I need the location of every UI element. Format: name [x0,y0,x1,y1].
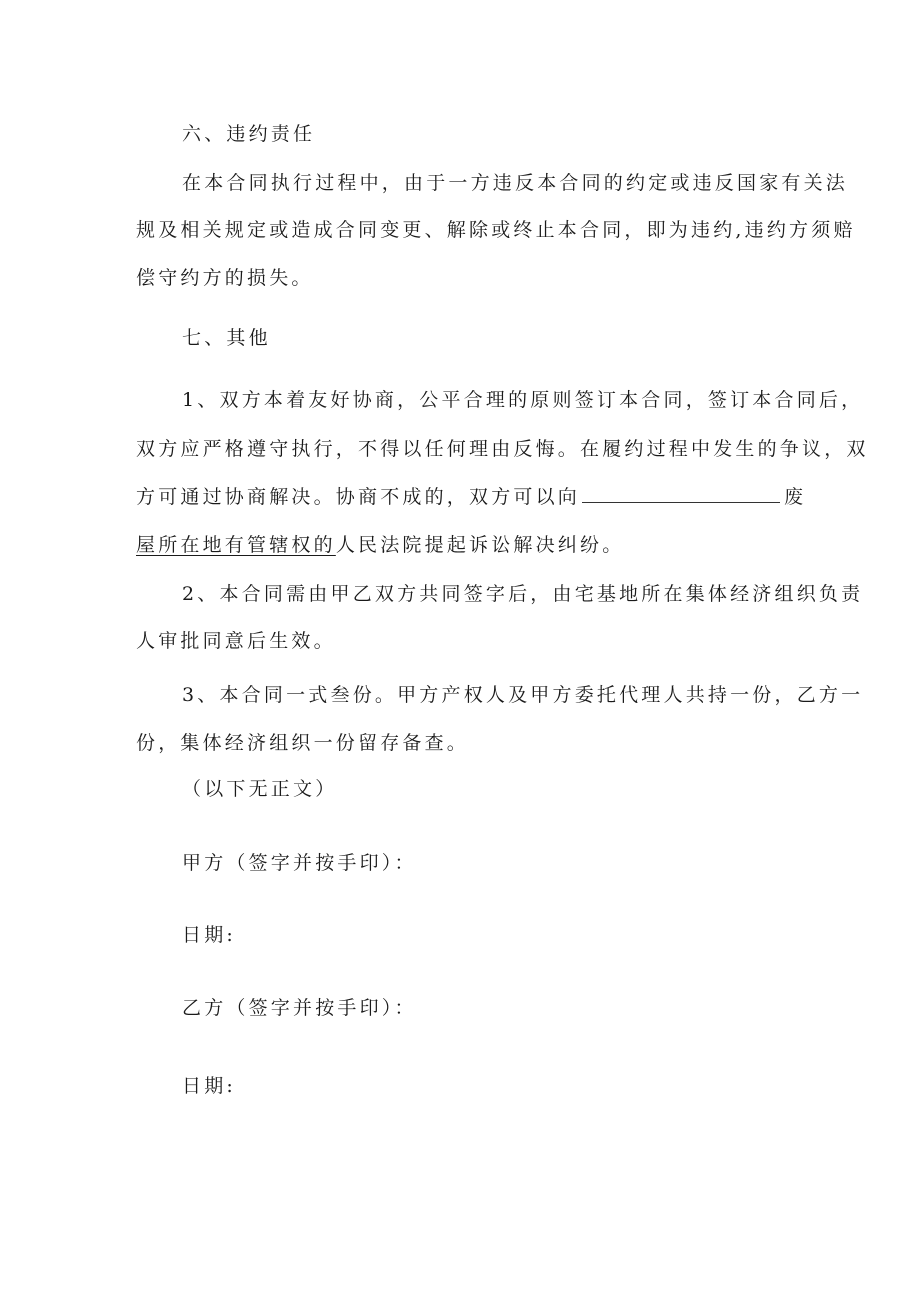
section-6-para-line-1: 在本合同执行过程中，由于一方违反本合同的约定或违反国家有关法 [182,172,849,194]
item-1-line-4-underlined: 屋所在地有管辖权的 [136,534,336,556]
item-3-line-1: 3、本合同一式叁份。甲方产权人及甲方委托代理人共持一份，乙方一 [182,684,864,706]
item-1-line-3 [136,484,806,509]
party-b-date-label: 日期: [182,1075,237,1097]
item-1-line-3-start: 方可通过协商解决。协商不成的，双方可以向 [136,486,581,508]
section-7-heading: 七、其他 [182,327,271,349]
party-a-date-label: 日期: [182,924,237,946]
item-2-line-2: 人审批同意后生效。 [136,630,336,652]
item-1-line-2: 双方应严格遵守执行，不得以任何理由反悔。在履约过程中发生的争议，双 [136,438,869,460]
item-1-line-4-rest: 人民法院提起诉讼解决纠纷。 [335,534,625,556]
item-3-line-2: 份，集体经济组织一份留存备查。 [136,732,470,754]
end-note: （以下无正文） [182,778,338,800]
party-b-signature-label: 乙方（签字并按手印）： [182,997,417,1019]
section-6-para-line-3: 偿守约方的损失。 [136,267,314,289]
court-blank-field [582,484,780,503]
item-1-line-4 [136,533,624,557]
item-1-line-1: 1、双方本着友好协商，公平合理的原则签订本合同，签订本合同后， [182,389,864,411]
item-2-line-1: 2、本合同需由甲乙双方共同签字后，由宅基地所在集体经济组织负责 [182,583,864,605]
section-6-heading: 六、违约责任 [182,123,316,145]
party-a-signature-label: 甲方（签字并按手印）： [182,852,417,874]
section-6-para-line-2: 规及相关规定或造成合同变更、解除或终止本合同，即为违约,违约方须赔 [136,219,856,241]
item-1-line-3-end: 废 [784,486,807,508]
